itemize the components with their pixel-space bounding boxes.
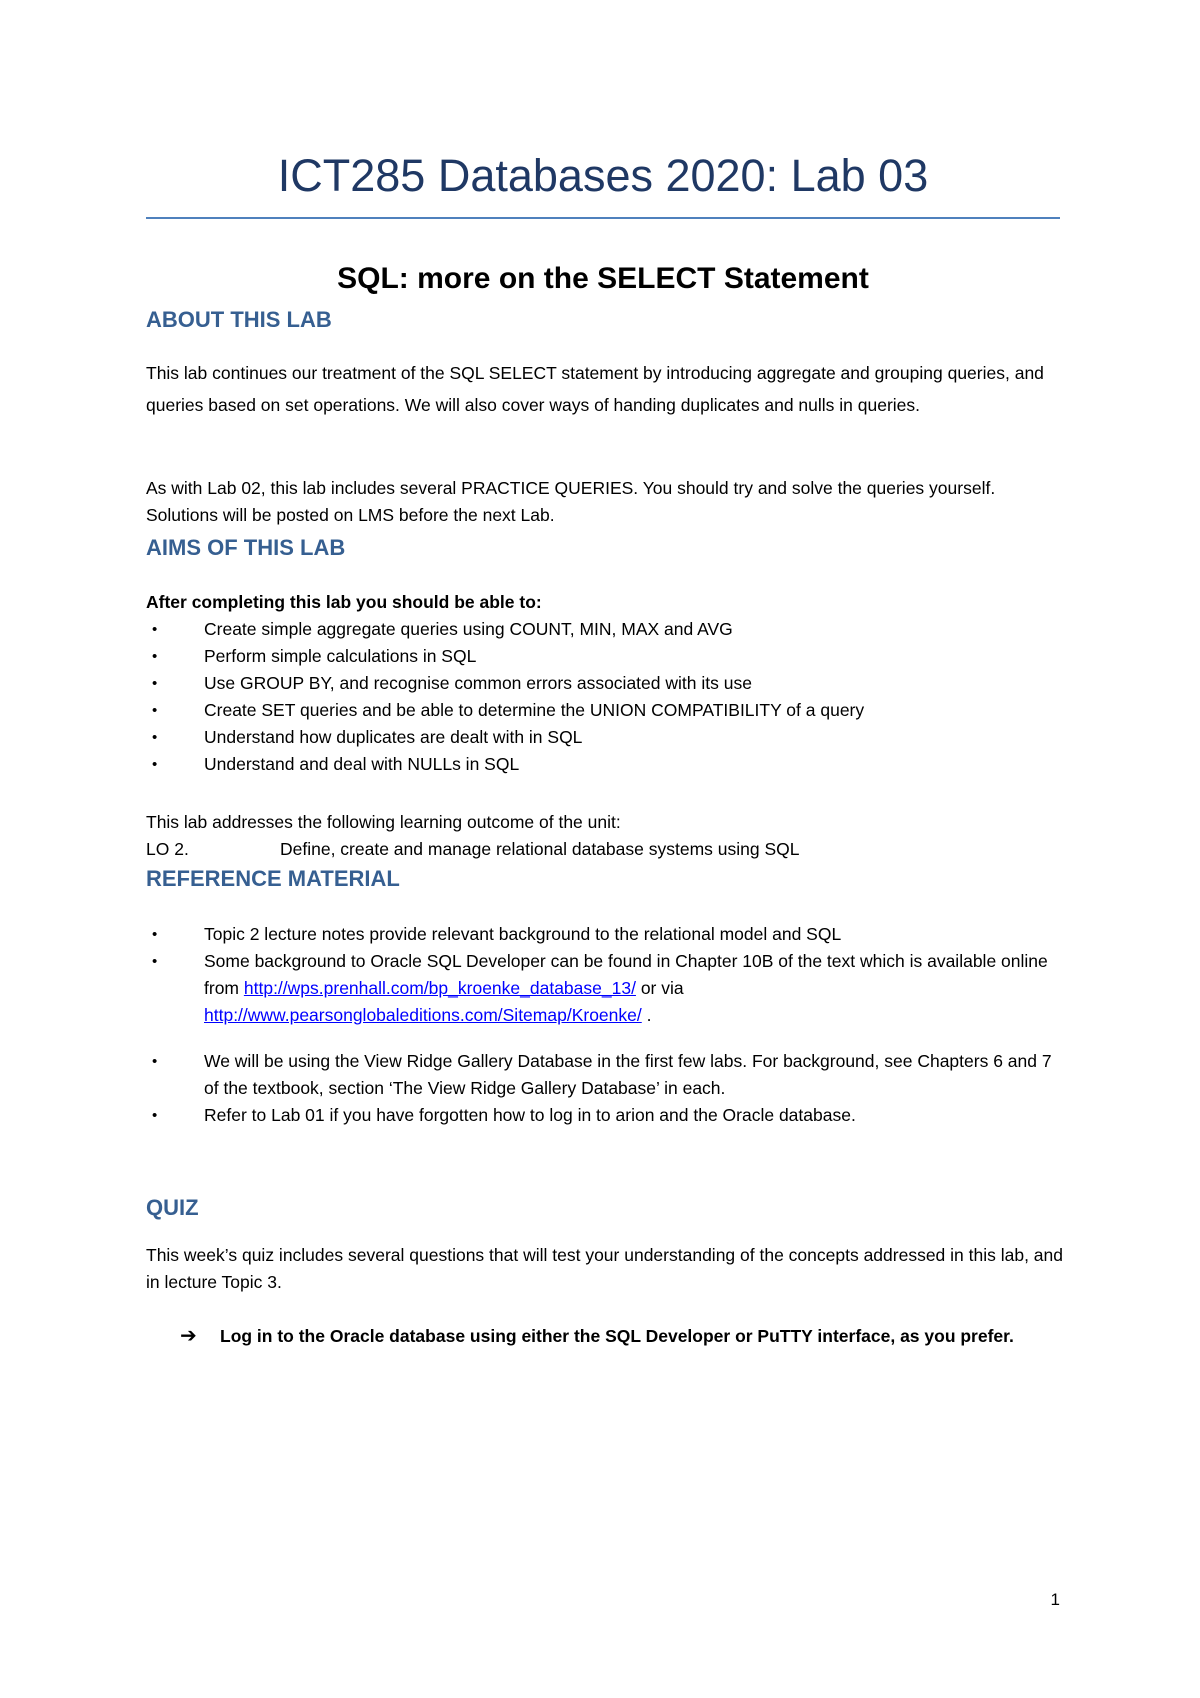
reference-list-2: [146, 1048, 1066, 1129]
login-instruction-text: Log in to the Oracle database using either the SQL Developer or PuTTY interface, as you prefer.: [220, 1326, 1014, 1346]
list-item: • Topic 2 lecture notes provide relevant background to the relational model and SQL: [146, 921, 1066, 948]
bullet-icon: •: [152, 729, 158, 746]
list-item: • Refer to Lab 01 if you have forgotten how to log in to arion and the Oracle database.: [146, 1102, 1066, 1129]
bullet-icon: •: [152, 1053, 158, 1070]
list-item: • Understand how duplicates are dealt with in SQL: [146, 724, 1066, 751]
bullet-icon: •: [152, 702, 158, 719]
page-number: 1: [1050, 1590, 1060, 1609]
outcome-code: LO 2.: [146, 839, 189, 859]
bullet-icon: •: [152, 1107, 158, 1124]
about-heading: ABOUT THIS LAB: [146, 307, 332, 332]
arrow-right-icon: ➔: [180, 1325, 197, 1347]
list-item: • Create simple aggregate queries using COUNT, MIN, MAX and AVG: [146, 616, 1066, 643]
outcome-text: Define, create and manage relational database systems using SQL: [280, 839, 800, 859]
pearson-link[interactable]: http://www.pearsonglobaleditions.com/Sitemap/Kroenke/: [204, 1005, 642, 1025]
reference-heading: REFERENCE MATERIAL: [146, 866, 400, 891]
document-title: ICT285 Databases 2020: Lab 03: [277, 150, 929, 201]
list-item: • Perform simple calculations in SQL: [146, 643, 1066, 670]
quiz-heading: QUIZ: [146, 1195, 199, 1220]
quiz-paragraph: This week’s quiz includes several questions that will test your understanding of the concepts addressed in this lab, and in lecture Topic 3.: [146, 1245, 1064, 1292]
list-item: • Understand and deal with NULLs in SQL: [146, 751, 1066, 778]
prenhall-link[interactable]: http://wps.prenhall.com/bp_kroenke_database_13/: [243, 978, 636, 998]
title-divider: [146, 217, 1060, 219]
bullet-icon: •: [152, 953, 158, 970]
bullet-icon: •: [152, 756, 158, 773]
outcome-intro: This lab addresses the following learning outcome of the unit:: [146, 812, 621, 832]
aims-list: [146, 616, 1066, 778]
list-item: • Use GROUP BY, and recognise common errors associated with its use: [146, 670, 1066, 697]
learning-outcome: [146, 836, 799, 863]
document-subtitle: SQL: more on the SELECT Statement: [337, 262, 869, 295]
about-paragraph-1: This lab continues our treatment of the SQL SELECT statement by introducing aggregate and grouping queries, and queries based on set operations. We will also cover ways of handing duplicates and nulls in queries.: [146, 363, 1044, 415]
about-paragraph-2: As with Lab 02, this lab includes several PRACTICE QUERIES. You should try and solve the queries yourself. Solutions will be posted on LMS before the next Lab.: [146, 478, 996, 525]
bullet-icon: •: [152, 621, 158, 638]
reference-list: [146, 921, 1066, 1029]
bullet-icon: •: [152, 648, 158, 665]
list-item: • Create SET queries and be able to determine the UNION COMPATIBILITY of a query: [146, 697, 1066, 724]
list-item: • We will be using the View Ridge Gallery Database in the first few labs. For background, see Chapters 6 and 7 of the textbook, section ‘The View Ridge Gallery Database’ in each.: [146, 1048, 1066, 1102]
aims-intro: After completing this lab you should be able to:: [146, 592, 542, 612]
aims-heading: AIMS OF THIS LAB: [146, 535, 346, 560]
login-instruction: [180, 1322, 1100, 1351]
list-item: • Some background to Oracle SQL Developer can be found in Chapter 10B of the text which is available online from http://wps.prenhall.com/bp_kroenke_database_13/ or via http://www.pearsonglobaleditions.com/Sitemap/Kroenke/ .: [146, 948, 1066, 1029]
bullet-icon: •: [152, 926, 158, 943]
bullet-icon: •: [152, 675, 158, 692]
